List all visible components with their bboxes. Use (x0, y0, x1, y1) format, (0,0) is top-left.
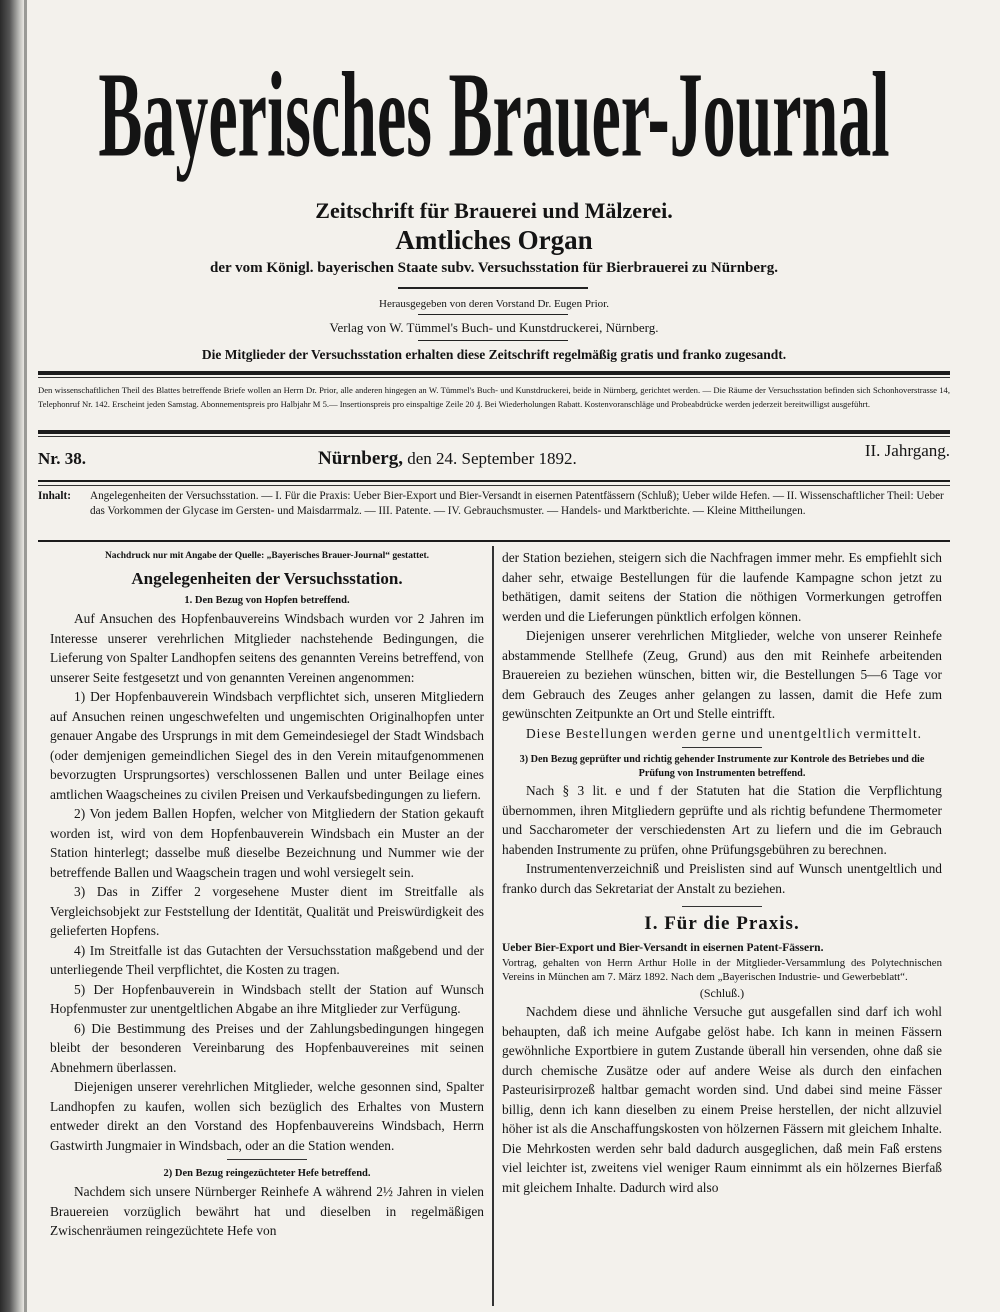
masthead-organ-of: der vom Königl. bayerischen Staate subv. Versuchsstation für Bierbrauerei zu Nürnberg. (210, 260, 778, 276)
masthead-editor: Herausgegeben von deren Vorstand Dr. Eugen Prior. (379, 298, 609, 310)
issue-line (38, 442, 950, 472)
masthead-publisher: Verlag von W. Tümmel's Buch- und Kunstdruckerei, Nürnberg. (329, 320, 659, 335)
scan-edge-line (24, 0, 27, 1312)
subsection-title: 3) Den Bezug geprüfter und richtig gehender Instrumente zur Kontrole des Betriebes und die Prüfung von Instrumenten betreffend. (519, 754, 925, 779)
divider (38, 485, 950, 486)
paragraph: Diese Bestellungen werden gerne und unentgeltlich vermittelt. (526, 725, 923, 741)
paragraph: Diejenigen unserer verehrlichen Mitglieder, welche gesonnen sind, Spalter Landhopfen zu kaufen, wollen sich bezüglich des Erhaltes von Mustern entweder direkt an den Vorstand des Hopfenbauvereins Windsbach, Herrn Gastwirth Jungmaier in Windsbach, oder an die Station wenden. (50, 1079, 484, 1153)
divider (418, 314, 568, 315)
paragraph: 4) Im Streitfalle ist das Gutachten der Versuchsstation maßgebend und der unterliegende Theil verpflichtet, die Kosten zu tragen. (50, 942, 484, 977)
issue-place-date (318, 448, 577, 470)
divider (682, 747, 762, 748)
paragraph: Nach § 3 lit. e und f der Statuten hat die Station die Verpflichtung übernommen, ihren Mitgliedern geprüfte und als richtig befundene Thermometer und Saccharometer der verschiedensten Art zu liefern und die im Gebrauch habenden Instrumente zu prüfen, ohne Prüfungsgebühren zu berechnen. (502, 783, 942, 857)
paragraph: der Station beziehen, steigern sich die Nachfragen immer mehr. Es empfiehlt sich daher sehr, etwaige Bestellungen für die laufende Kampagne schon jetzt zu bethätigen, damit seitens der Station die nöthigen Vormerkungen getroffen werden und die Lieferungen pünktlich erfolgen können. (502, 550, 942, 624)
reprint-note: Nachdruck nur mit Angabe der Quelle: „Bayerisches Brauer-Journal“ gestattet. (104, 551, 430, 561)
paragraph: 5) Der Hopfenbauverein in Windsbach stellt der Station auf Wunsch Hopfenmuster zur unentgeltlichen Abgabe an ihre Mitglieder zur Verfügung. (50, 981, 484, 1016)
publisher-notice: Den wissenschaftlichen Theil des Blattes betreffende Briefe wollen an Herrn Dr. Prior, alle anderen hingegen an W. Tümmel's Buch- und Kunstdruckerei, beide in Nürnberg, gerichtet werden. — Die Räume der Versuchsstation befinden sich Schonhoverstrasse 14, Telephonruf Nr. 142. Erscheint jeden Samstag. Abonnementspreis pro Halbjahr M 5.— Insertionspreis pro einspaltige Zeile 20 ₰. Bei Wiederholungen Rabatt. Kostenvoranschläge und Probeabdrücke werden jederzeit bereitwilligst ausgeführt. (38, 385, 950, 409)
masthead-title: Bayerisches Brauer-Journal (98, 48, 890, 184)
paragraph: 6) Die Bestimmung des Preises und der Zahlungsbedingungen hingegen bleibt der besonderen Vereinbarung des Hopfenbauvereines mit seinen Abnehmern überlassen. (50, 1020, 484, 1075)
left-column (50, 548, 484, 1241)
divider (38, 377, 950, 378)
masthead-organ: Amtliches Organ (395, 225, 593, 255)
right-column (502, 548, 942, 1197)
divider (38, 430, 950, 434)
divider (38, 540, 950, 542)
paragraph: 1) Der Hopfenbauverein Windsbach verpflichtet sich, unseren Mitgliedern auf Ansuchen reinen ungeschwefelten und ungemischten Originalhopfen unter genauer Angabe des Ursprungs in mit dem Gemeindesiegel der Stadt Windsbach (oder demjenigen gemeindlichen Siegel des in den Verein mitaufgenommenen bevorzugten Ursprungsortes) verschlossenen Ballen und unter Beilage eines amtlichen Waagscheines zu civilen Preisen und Verkaufsbedingungen zu liefern. (50, 689, 484, 802)
paragraph: Diejenigen unserer verehrlichen Mitglieder, welche von unserer Reinhefe abstammende Stellhefe (Zeug, Grund) aus den mit Reinhefe arbeitenden Brauereien zu beziehen wünschen, bitten wir, die Bestellungen 5—6 Tage vor dem Gebrauch des Zeuges anher gelangen zu lassen, damit die Hefe zum gewünschten Zeitpunkte an Ort und Stelle eintrifft. (502, 628, 942, 721)
paragraph: Nachdem diese und ähnliche Versuche gut ausgefallen sind darf ich wohl behaupten, daß ich meine Aufgabe gelöst habe. Ich kann in meinen Fässern gewöhnliche Exportbiere in gutem Zustande überall hin versenden, ohne daß sie durch chemische Zusätze oder auf andere Weise als durch den einfachen Pasteurisirprozeß haltbar gemacht worden sind. Und dabei sind meine Fässer billig, denn ich kann dieselben zu einem Preise herstellen, der nicht allzuviel höher ist als die Anschaffungskosten von hölzernen Fässern mit gleichem Inhalte. Die Mehrkosten werden sehr bald dadurch ausgeglichen, daß mein Faß erstens viel leichter ist, zweitens viel weniger Raum einnimmt als ein hölzernes Bierfaß mit gleichem Inhalte. Dadurch wird also (502, 1004, 942, 1195)
divider (418, 340, 568, 341)
divider (682, 906, 762, 907)
divider (38, 436, 950, 437)
divider (398, 287, 588, 289)
paragraph: 3) Das in Ziffer 2 vorgesehene Muster dient im Streitfalle als Vergleichsobjekt zur Feststellung der Identität, Qualität und Preiswürdigkeit des gelieferten Hopfens. (50, 884, 484, 938)
table-of-contents (38, 489, 950, 519)
contents-text: Angelegenheiten der Versuchsstation. — I. Für die Praxis: Ueber Bier-Export und Bier-Versandt in eisernen Patentfässern (Schluß); Ueber wilde Hefen. — II. Wissenschaftlicher Theil: Ueber das Vorkommen der Glycase im Gersten- und Maisdarrmalz. — III. Patente. — IV. Gebrauchsmuster. — Handels- und Marktberichte. — Kleine Mittheilungen. (90, 490, 944, 517)
divider (38, 371, 950, 375)
divider (227, 1159, 307, 1160)
paragraph: Instrumentenverzeichniß und Preislisten sind auf Wunsch unentgeltlich und franko durch das Sekretariat der Anstalt zu beziehen. (502, 861, 942, 896)
subsection-title: 2) Den Bezug reingezüchteter Hefe betreffend. (163, 1168, 371, 1179)
divider (38, 480, 950, 482)
scan-edge (0, 0, 24, 1312)
paragraph: 2) Von jedem Ballen Hopfen, welcher von Mitgliedern der Station gekauft worden ist, wird von dem Hopfenbauverein Windsbach ein Muster an der Station hinterlegt; dasselbe muß dieselbe Bezeichnung und Nummer wie der betreffende Ballen und Waagschein tragen und wohl versiegelt sein. (50, 806, 484, 880)
article-conclusion-marker: (Schluß.) (699, 986, 745, 1000)
masthead-subtitle: Zeitschrift für Brauerei und Mälzerei. (315, 198, 673, 223)
paragraph: Nachdem sich unsere Nürnberger Reinhefe A während 2½ Jahren in vielen Brauereien vorzüglich bewährt hat und dieselben in regelmäßigen Zwischenräumen reingezüchtete Hefe von (50, 1184, 484, 1238)
column-divider (492, 546, 494, 1306)
contents-label: Inhalt: (38, 490, 71, 502)
section-heading: Angelegenheiten der Versuchsstation. (131, 569, 403, 588)
issue-volume: II. Jahrgang. (864, 441, 950, 460)
paragraph: Auf Ansuchen des Hopfenbauvereins Windsbach wurden vor 2 Jahren im Interesse unserer verehrlichen Mitglieder nachstehende Bedingungen, die Lieferung von Spalter Landhopfen seitens des genannten Vereins betreffend, von unserer Seite festgesetzt und von genannten Vereinen angenommen: (50, 611, 484, 685)
article-byline: Vortrag, gehalten von Herrn Arthur Holle in der Mitglieder-Versammlung des Polytechnischen Vereins in München am 7. März 1892. Nach dem „Bayerischen Industrie- und Gewerbeblatt“. (502, 957, 942, 983)
masthead-members-note: Die Mitglieder der Versuchsstation erhalten diese Zeitschrift regelmäßig gratis und franko zugesandt. (201, 347, 787, 362)
issue-date: den 24. September 1892. (407, 449, 577, 468)
issue-number: Nr. 38. (38, 449, 87, 468)
issue-city: Nürnberg, (318, 448, 403, 469)
section-heading: I. Für die Praxis. (644, 913, 800, 934)
subsection-title: 1. Den Bezug von Hopfen betreffend. (184, 595, 350, 606)
article-title: Ueber Bier-Export und Bier-Versandt in eisernen Patent-Fässern. (502, 942, 824, 954)
